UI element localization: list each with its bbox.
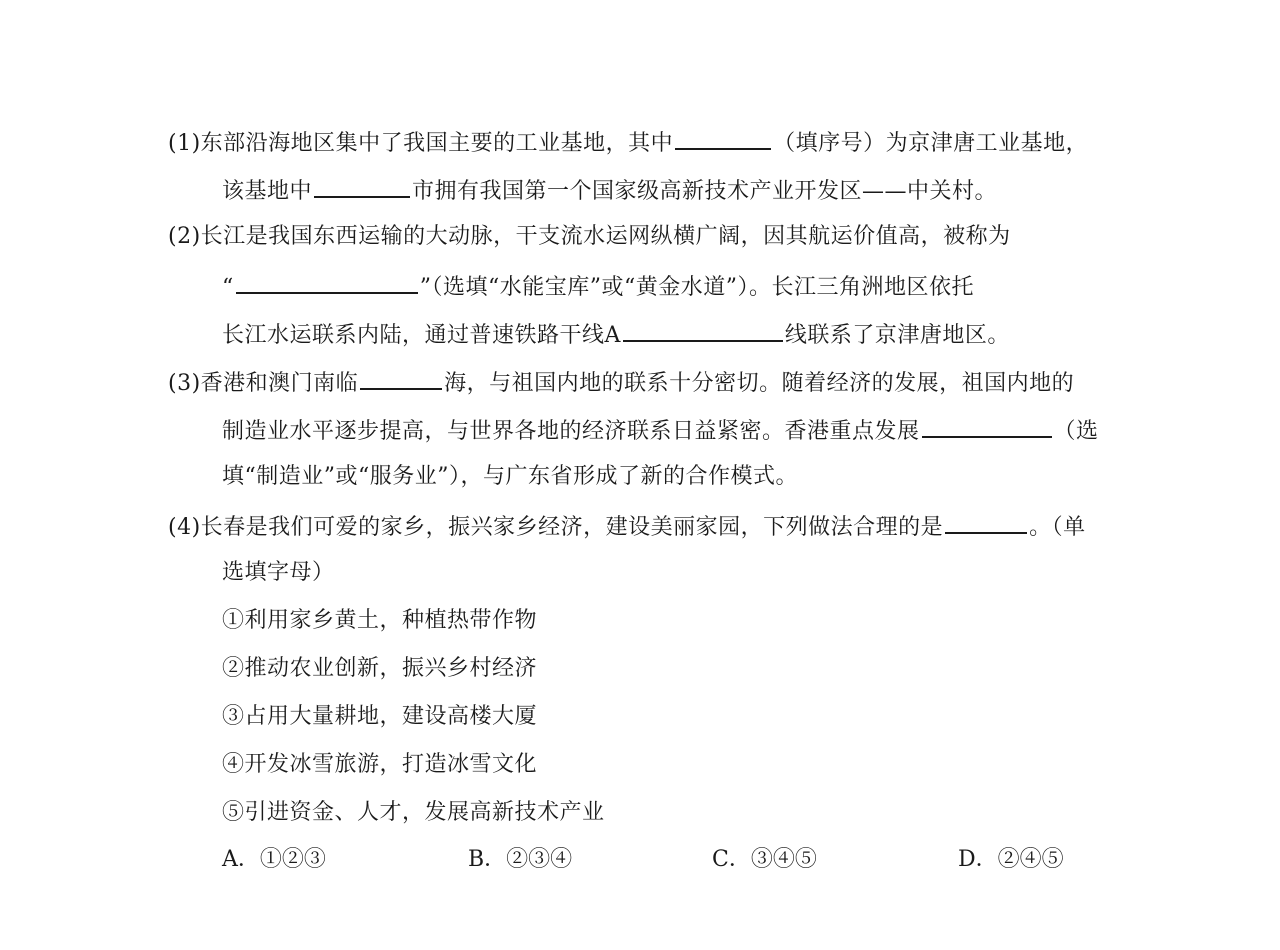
q3-text-e: 填“制造业”或“服务业”），与广东省形成了新的合作模式。 <box>222 464 798 489</box>
q4-text-c: 选填字母） <box>222 560 335 585</box>
q3-line-2 <box>222 414 1099 447</box>
q4-blank-1 <box>945 510 1027 534</box>
q1-blank-2 <box>314 174 410 198</box>
q4-item-2 <box>222 654 537 684</box>
q1-line-2 <box>222 174 997 207</box>
q4-item-4 <box>222 750 537 780</box>
q3-text-b: 海，与祖国内地的联系十分密切。随着经济的发展，祖国内地的 <box>444 371 1075 396</box>
option-b <box>468 845 572 875</box>
q1-text-b: （填序号）为京津唐工业基地， <box>773 131 1089 156</box>
q1-blank-1 <box>675 126 771 150</box>
q4-text-a: (4)长春是我们可爱的家乡，振兴家乡经济，建设美丽家园，下列做法合理的是 <box>168 515 944 540</box>
q4-text-b: 。（单 <box>1029 515 1086 540</box>
q1-text-d: 市拥有我国第一个国家级高新技术产业开发区——中关村。 <box>412 179 998 204</box>
q4-item-text: ⑤引进资金、人才，发展高新技术产业 <box>222 800 605 825</box>
q4-item-text: ④开发冰雪旅游，打造冰雪文化 <box>222 752 538 777</box>
q2-text-a: (2)长江是我国东西运输的大动脉，干支流水运网纵横广阔，因其航运价值高，被称为 <box>168 224 1011 249</box>
q1-line-1 <box>168 126 1088 159</box>
q1-text-c: 该基地中 <box>222 179 313 204</box>
option-a <box>222 845 326 875</box>
q4-item-text: ③占用大量耕地，建设高楼大厦 <box>222 704 538 729</box>
q2-line-2 <box>222 270 974 303</box>
q3-line-1 <box>168 366 1074 399</box>
q3-text-c: 制造业水平逐步提高，与世界各地的经济联系日益紧密。香港重点发展 <box>222 419 920 444</box>
q3-text-d: （选 <box>1053 419 1099 444</box>
q3-text-a: (3)香港和澳门南临 <box>168 371 359 396</box>
option-d <box>958 845 1064 875</box>
q2-text-b: “ <box>222 275 234 300</box>
q4-line-2 <box>222 558 335 588</box>
q4-item-3 <box>222 702 537 732</box>
option-c-text: C．③④⑤ <box>712 847 817 872</box>
q2-text-e: 线联系了京津唐地区。 <box>784 323 1010 348</box>
q2-blank-2 <box>623 318 783 342</box>
q4-item-text: ①利用家乡黄土，种植热带作物 <box>222 608 538 633</box>
option-b-text: B．②③④ <box>468 847 573 872</box>
q4-item-5 <box>222 798 605 828</box>
q1-text-a: (1)东部沿海地区集中了我国主要的工业基地，其中 <box>168 131 674 156</box>
q3-blank-2 <box>922 414 1052 438</box>
q2-text-c: ”（选填“水能宝库”或“黄金水道”）。长江三角洲地区依托 <box>419 275 974 300</box>
q4-item-text: ②推动农业创新，振兴乡村经济 <box>222 656 538 681</box>
q2-line-3 <box>222 318 1010 351</box>
q2-line-1 <box>168 222 1011 252</box>
q4-item-1 <box>222 606 537 636</box>
option-c <box>712 845 817 875</box>
option-a-text: A．①②③ <box>222 847 326 872</box>
option-d-text: D．②④⑤ <box>958 847 1064 872</box>
q4-line-1 <box>168 510 1086 543</box>
q2-text-d: 长江水运联系内陆，通过普速铁路干线A <box>222 323 621 348</box>
q3-line-3 <box>222 462 798 492</box>
q2-blank-1 <box>236 270 418 294</box>
q3-blank-1 <box>360 366 442 390</box>
